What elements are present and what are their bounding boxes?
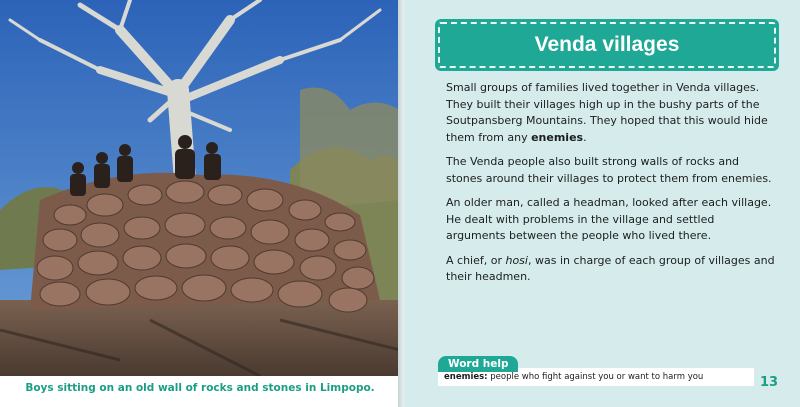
paragraph-4-text: A chief, or xyxy=(446,253,506,267)
keyword-enemies: enemies xyxy=(531,130,584,144)
word-help-term: enemies: xyxy=(444,372,488,382)
word-help-definition: people who fight against you or want to harm you xyxy=(487,372,704,382)
paragraph-1 xyxy=(446,80,776,146)
body-text xyxy=(446,80,776,294)
word-help xyxy=(438,352,704,382)
paragraph-1-text: Small groups of families lived together in Venda villages. They built their villages high up in the bushy parts of the Soutpansberg Mountains. They hoped that this would hide them from any xyxy=(446,81,768,144)
page-number: 13 xyxy=(760,375,779,390)
paragraph-4-end: , was in charge of each group of villages and their headmen. xyxy=(446,253,775,283)
page-title: Venda villages xyxy=(438,22,776,68)
photo-caption: Boys sitting on an old wall of rocks and stones in Limpopo. xyxy=(25,382,375,394)
paragraph-2: The Venda people also built strong walls of rocks and stones around their villages to protect them from enemies. xyxy=(446,155,772,185)
word-help-label: Word help xyxy=(438,356,518,372)
paragraph-1-end: . xyxy=(583,130,587,144)
paragraph-4 xyxy=(446,253,776,286)
photo-boys-on-stone-wall xyxy=(0,0,400,376)
paragraph-3: An older man, called a headman, looked after each village. He dealt with problems in the village and settled arguments between the people who lived there. xyxy=(446,196,772,242)
keyword-hosi: hosi xyxy=(505,253,528,267)
right-page xyxy=(404,0,800,407)
